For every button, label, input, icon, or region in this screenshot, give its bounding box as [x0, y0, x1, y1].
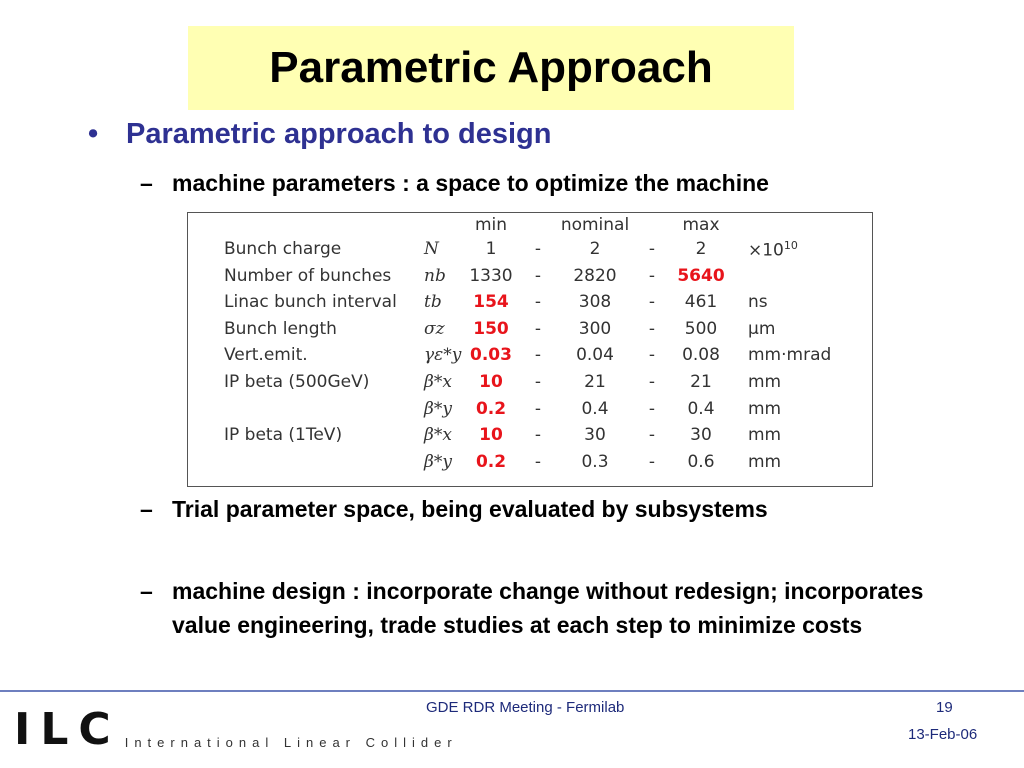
- param-name: Linac bunch interval: [224, 292, 397, 313]
- sub-marker: –: [140, 496, 153, 522]
- value-max: 30: [690, 425, 712, 446]
- header-min: min: [474, 215, 508, 235]
- sub-marker: –: [140, 578, 153, 604]
- value-max: 2: [695, 239, 707, 259]
- separator: -: [534, 239, 542, 259]
- header-nominal: nominal: [560, 215, 630, 235]
- value-min: 0.2: [475, 451, 507, 472]
- param-symbol: β*y: [424, 398, 452, 419]
- value-max: 5640: [677, 265, 725, 286]
- slide-title: Parametric Approach: [269, 43, 713, 92]
- param-unit: mm: [748, 398, 782, 419]
- separator: -: [648, 318, 656, 339]
- value-min: 154: [473, 292, 509, 313]
- separator: -: [534, 318, 542, 339]
- param-unit: mm·mrad: [748, 345, 832, 366]
- separator: -: [648, 265, 656, 286]
- footer-date: 13-Feb-06: [908, 726, 978, 743]
- param-name: IP beta (1TeV): [224, 425, 343, 446]
- separator: -: [648, 398, 656, 419]
- param-symbol: tb: [424, 292, 442, 313]
- main-bullet-text: Parametric approach to design: [126, 118, 552, 150]
- bullet-marker: •: [88, 118, 99, 150]
- sub-bullet-2-text: Trial parameter space, being evaluated by subsystems: [172, 496, 768, 522]
- sub-bullet-1: [140, 166, 942, 200]
- value-max: 0.4: [687, 398, 715, 419]
- separator: -: [648, 239, 656, 259]
- separator: -: [648, 345, 656, 366]
- value-max: 500: [684, 318, 718, 339]
- param-unit: $\times 10^{10}$: [748, 239, 798, 261]
- logo-mark: ILC: [14, 704, 121, 755]
- title-box: [188, 26, 794, 110]
- ilc-logo: [14, 704, 458, 755]
- sub-bullet-3-text: machine design : incorporate change without redesign; incorporates value engineering, trade studies at each step to minimize costs: [172, 578, 924, 638]
- value-nominal: 2820: [573, 265, 617, 286]
- value-nominal: 2: [589, 239, 601, 259]
- separator: -: [648, 372, 656, 392]
- param-symbol: β*y: [424, 451, 452, 472]
- param-name: Number of bunches: [224, 265, 392, 286]
- separator: -: [534, 372, 542, 392]
- value-nominal: 21: [584, 372, 606, 392]
- value-max: 0.08: [682, 345, 720, 366]
- param-unit: μm: [748, 318, 776, 339]
- page-number: 19: [936, 699, 953, 716]
- param-symbol: σz: [424, 318, 445, 339]
- separator: -: [534, 292, 542, 313]
- value-min: 1: [485, 239, 497, 259]
- param-name: IP beta (500GeV): [224, 372, 370, 392]
- param-symbol: N: [424, 239, 439, 259]
- separator: -: [534, 425, 542, 446]
- header-max: max: [682, 215, 720, 235]
- value-max: 21: [690, 372, 712, 392]
- value-nominal: 30: [584, 425, 606, 446]
- value-nominal: 0.4: [581, 398, 609, 419]
- param-name: Vert.emit.: [224, 345, 308, 366]
- sub-marker: –: [140, 170, 153, 196]
- logo-text: International Linear Collider: [124, 735, 458, 750]
- param-symbol: nb: [424, 265, 446, 286]
- param-symbol: γε*y: [424, 345, 462, 366]
- value-min: 0.03: [470, 345, 512, 366]
- value-min: 150: [473, 318, 509, 339]
- separator: -: [648, 292, 656, 313]
- separator: -: [534, 451, 542, 472]
- separator: -: [648, 451, 656, 472]
- sub-bullet-2: [140, 492, 942, 526]
- footer-meeting: GDE RDR Meeting - Fermilab: [426, 699, 625, 716]
- separator: -: [534, 265, 542, 286]
- param-name: Bunch charge: [224, 239, 342, 259]
- sub-bullet-3: [140, 574, 942, 642]
- param-unit: ns: [748, 292, 768, 313]
- footer-divider: [0, 690, 1024, 692]
- value-min: 10: [479, 372, 503, 392]
- main-bullet: [88, 118, 551, 151]
- param-symbol: β*x: [424, 372, 452, 392]
- separator: -: [534, 398, 542, 419]
- value-nominal: 0.04: [576, 345, 614, 366]
- value-max: 461: [684, 292, 718, 313]
- separator: -: [534, 345, 542, 366]
- param-symbol: β*x: [424, 425, 452, 446]
- param-unit: mm: [748, 451, 782, 472]
- value-min: 1330: [469, 265, 513, 286]
- parameter-table: [187, 212, 873, 487]
- param-unit: mm: [748, 372, 782, 392]
- sub-bullet-1-text: machine parameters : a space to optimize the machine: [172, 170, 769, 196]
- value-nominal: 308: [578, 292, 612, 313]
- param-name: Bunch length: [224, 318, 337, 339]
- value-min: 0.2: [475, 398, 507, 419]
- unit-exponent: 10: [783, 239, 798, 252]
- separator: -: [648, 425, 656, 446]
- value-nominal: 300: [578, 318, 612, 339]
- value-nominal: 0.3: [581, 451, 609, 472]
- value-min: 10: [479, 425, 503, 446]
- param-unit: mm: [748, 425, 782, 446]
- value-max: 0.6: [687, 451, 715, 472]
